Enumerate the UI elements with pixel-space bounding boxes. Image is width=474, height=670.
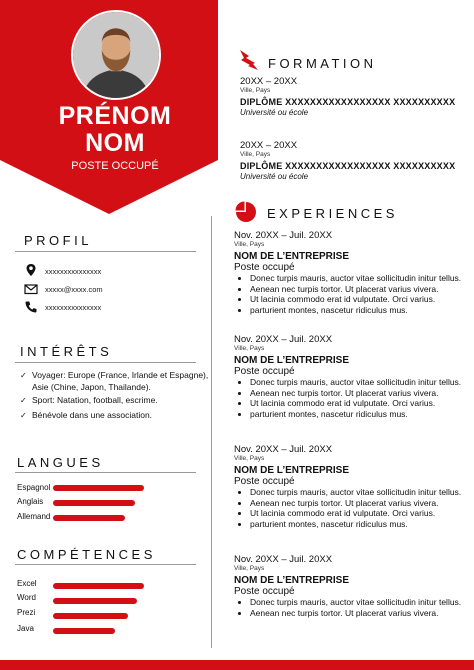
interets-list xyxy=(17,370,217,430)
profil-divider xyxy=(15,251,196,252)
job-dates: Nov. 20XX – Juil. 20XX xyxy=(234,554,333,565)
formation-diploma: DIPLÔME XXXXXXXXXXXXXXXXX XXXXXXXXXX xyxy=(240,97,456,107)
competences-divider xyxy=(15,564,196,565)
list-item: • parturient montes, nascetur ridiculus mus. xyxy=(250,519,472,530)
formation-school: Université ou école xyxy=(240,172,309,181)
list-item: • Aenean nec turpis tortor. Ut placerat varius vivera. xyxy=(250,498,472,509)
phone-icon xyxy=(24,300,38,314)
list-item: • Aenean nec turpis tortor. Ut placerat varius vivera. xyxy=(250,284,472,295)
langue-label: Anglais xyxy=(17,497,44,506)
langue-label: Espagnol xyxy=(17,483,51,492)
list-item: • Aenean nec turpis tortor. Ut placerat varius vivera. xyxy=(250,388,472,399)
job-role: Poste occupé xyxy=(234,476,295,487)
job-city: Ville, Pays xyxy=(234,455,265,462)
job-role: Poste occupé xyxy=(234,366,295,377)
experience-entry xyxy=(234,334,472,419)
langue-label: Allemand xyxy=(17,512,51,521)
competence-level-bar xyxy=(53,613,128,619)
langue-level-bar xyxy=(53,500,135,506)
interets-divider xyxy=(15,362,196,363)
job-dates: Nov. 20XX – Juil. 20XX xyxy=(234,334,333,345)
experience-entry xyxy=(234,554,472,618)
competence-label: Java xyxy=(17,624,34,633)
check-icon: ✓ xyxy=(20,396,27,405)
list-item: • Donec turpis mauris, auctor vitae sollicitudin initur tellus. xyxy=(250,597,472,608)
job-company: NOM DE L’ENTREPRISE xyxy=(234,465,350,476)
column-divider xyxy=(211,216,212,648)
job-tasks xyxy=(234,487,472,529)
list-item: • Ut lacinia commodo erat id vulputate. Orci varius. xyxy=(250,508,472,519)
job-tasks xyxy=(234,597,472,618)
formation-diploma: DIPLÔME XXXXXXXXXXXXXXXXX XXXXXXXXXX xyxy=(240,161,456,171)
check-icon: ✓ xyxy=(20,411,27,420)
competence-label: Word xyxy=(17,593,36,602)
list-item: • Ut lacinia commodo erat id vulputate. Orci varius. xyxy=(250,398,472,409)
langue-level-bar xyxy=(53,485,144,491)
formation-city: Ville, Pays xyxy=(240,87,271,94)
competence-level-bar xyxy=(53,598,137,604)
job-company: NOM DE L’ENTREPRISE xyxy=(234,575,350,586)
envelope-icon xyxy=(24,282,38,296)
list-item: ✓ Sport: Natation, football, escrime. xyxy=(20,395,158,405)
lightning-icon xyxy=(237,50,259,70)
check-icon: ✓ xyxy=(20,371,27,380)
langues-section-title: LANGUES xyxy=(17,455,104,470)
experience-entry xyxy=(234,444,472,529)
langues-divider xyxy=(15,472,196,473)
footer-bar xyxy=(0,660,474,670)
job-tasks xyxy=(234,273,472,315)
experiences-section-title: EXPERIENCES xyxy=(267,206,398,221)
competence-label: Excel xyxy=(17,579,37,588)
formation-years: 20XX – 20XX xyxy=(240,76,298,87)
experience-entry xyxy=(234,230,472,315)
langue-level-bar xyxy=(53,515,125,521)
profil-section-title: PROFIL xyxy=(24,233,92,248)
formation-years: 20XX – 20XX xyxy=(240,140,298,151)
list-item: • Ut lacinia commodo erat id vulputate. Orci varius. xyxy=(250,294,472,305)
list-item: ✓ Voyager: Europe (France, Irlande et Espagne), Asie (Chine, Japon, Thailande). xyxy=(20,370,209,392)
list-item: • Donec turpis mauris, auctor vitae sollicitudin initur tellus. xyxy=(250,487,472,498)
competence-level-bar xyxy=(53,628,115,634)
job-city: Ville, Pays xyxy=(234,565,265,572)
job-tasks xyxy=(234,377,472,419)
formation-school: Université ou école xyxy=(240,108,309,117)
list-item: • Donec turpis mauris, auctor vitae sollicitudin initur tellus. xyxy=(250,377,472,388)
job-company: NOM DE L’ENTREPRISE xyxy=(234,251,350,262)
profile-photo xyxy=(71,10,161,100)
competences-section-title: COMPÉTENCES xyxy=(17,547,156,562)
last-name: NOM xyxy=(85,129,145,157)
job-city: Ville, Pays xyxy=(234,241,265,248)
job-role: Poste occupé xyxy=(234,262,295,273)
first-name: PRÉNOM xyxy=(58,102,172,130)
address-text: xxxxxxxxxxxxxxx xyxy=(45,267,102,276)
position-title: POSTE OCCUPÉ xyxy=(71,160,159,172)
formation-city: Ville, Pays xyxy=(240,151,271,158)
formation-entry xyxy=(240,140,470,181)
job-city: Ville, Pays xyxy=(234,345,265,352)
list-item: ✓ Bénévole dans une association. xyxy=(20,410,153,420)
job-role: Poste occupé xyxy=(234,586,295,597)
competence-level-bar xyxy=(53,583,144,589)
email-link[interactable]: xxxxx@xxxx.com xyxy=(45,285,103,294)
formation-entry xyxy=(240,76,470,117)
job-dates: Nov. 20XX – Juil. 20XX xyxy=(234,444,333,455)
job-company: NOM DE L’ENTREPRISE xyxy=(234,355,350,366)
list-item: • parturient montes, nascetur ridiculus mus. xyxy=(250,409,472,420)
list-item: • Donec turpis mauris, auctor vitae sollicitudin initur tellus. xyxy=(250,273,472,284)
job-dates: Nov. 20XX – Juil. 20XX xyxy=(234,230,333,241)
pie-chart-icon xyxy=(235,201,257,223)
list-item: • parturient montes, nascetur ridiculus mus. xyxy=(250,305,472,316)
list-item: • Aenean nec turpis tortor. Ut placerat varius vivera. xyxy=(250,608,472,619)
formation-section-title: FORMATION xyxy=(268,56,377,71)
location-pin-icon xyxy=(24,263,38,277)
phone-text: xxxxxxxxxxxxxxx xyxy=(45,303,102,312)
competence-label: Prezi xyxy=(17,608,36,617)
interets-section-title: INTÉRÊTS xyxy=(20,344,113,359)
